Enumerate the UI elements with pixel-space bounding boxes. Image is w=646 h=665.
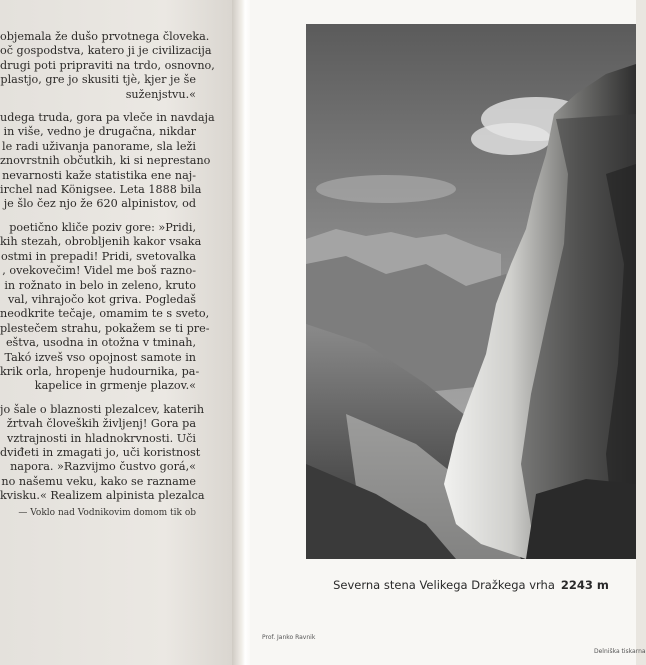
text-line: krik orla, hropenje hudournika, pa- xyxy=(0,364,200,378)
text-line: žrtvah človeških življenj! Gora pa xyxy=(6,417,196,431)
text-line: le radi uživanja panorame, sla leži xyxy=(2,139,196,153)
photo-caption xyxy=(306,578,636,592)
text-line: oč gospodstva, katero ji je civilizacija xyxy=(0,44,212,58)
paragraph xyxy=(0,30,236,102)
mountain-photograph xyxy=(306,24,636,559)
text-line: objemala že dušo prvotnega človeka. xyxy=(0,30,210,43)
text-line: dviđeti in zmagati jo, uči koristnost xyxy=(0,445,201,459)
text-line: kih stezah, obrobljenih kakor vsaka xyxy=(0,235,202,249)
paragraph xyxy=(0,111,236,212)
paragraph xyxy=(0,221,236,394)
text-line: udega truda, gora pa vleče in navdaja xyxy=(0,111,215,125)
left-page-text xyxy=(0,30,236,513)
text-line: kapelice in grmenje plazov.« xyxy=(34,379,196,393)
footer-credit: Prof. Janko Ravnik xyxy=(262,634,316,641)
text-line: ostmi in prepadi! Pridi, svetovalka xyxy=(0,249,196,263)
text-line: in rožnato in belo in zeleno, kruto xyxy=(4,278,196,292)
text-line: plastjo, gre jo skusiti tjè, kjer je še xyxy=(0,73,196,87)
footer-printer: Delniška tiskarna xyxy=(594,648,646,655)
paragraph xyxy=(0,403,236,504)
caption-text: Severna stena Velikega Dražkega vrha xyxy=(333,578,555,592)
text-line: irchel nad Königsee. Leta 1888 bila xyxy=(0,183,202,197)
text-line: kvisku.« Realizem alpinista plezalca xyxy=(0,489,205,503)
text-line: napora. »Razvijmo čustvo gorá,« xyxy=(10,460,196,474)
text-line: suženjstvu.« xyxy=(125,87,196,101)
text-line: drugi poti pripraviti na trdo, osnovno, xyxy=(0,58,215,72)
text-line: neodkrite tečaje, omamim te s sveto, xyxy=(0,307,210,321)
text-line: je šlo čez njo že 620 alpinistov, od xyxy=(3,197,196,211)
text-line: Takó izveš vso opojnost samote in xyxy=(4,350,196,364)
text-line: nevarnosti kaže statistika ene naj- xyxy=(2,168,196,182)
text-line: plestečem strahu, pokažem se ti pre- xyxy=(0,321,210,335)
text-line: eštva, usodna in otožna v tminah, xyxy=(5,336,196,350)
text-line: val, vihrajočo kot griva. Pogledaš xyxy=(7,292,196,306)
text-line: no našemu veku, kako se razname xyxy=(1,474,196,488)
text-line: , ovekovečim! Videl me boš razno- xyxy=(2,264,196,278)
caption-elevation: 2243 m xyxy=(560,578,609,592)
text-line: poetično kliče poziv gore: »Pridi, xyxy=(9,220,196,234)
left-page-footnote: — Voklo nad Vodnikovim domom tik ob xyxy=(18,508,196,518)
left-page xyxy=(0,0,236,665)
text-line: jo šale o blaznosti plezalcev, katerih xyxy=(0,402,205,416)
text-line: vztrajnosti in hladnokrvnosti. Uči xyxy=(7,431,196,445)
text-line: znovrstnih občutkih, ki si neprestano xyxy=(0,154,211,168)
text-line: in više, vedno je drugačna, nikdar xyxy=(3,125,196,139)
